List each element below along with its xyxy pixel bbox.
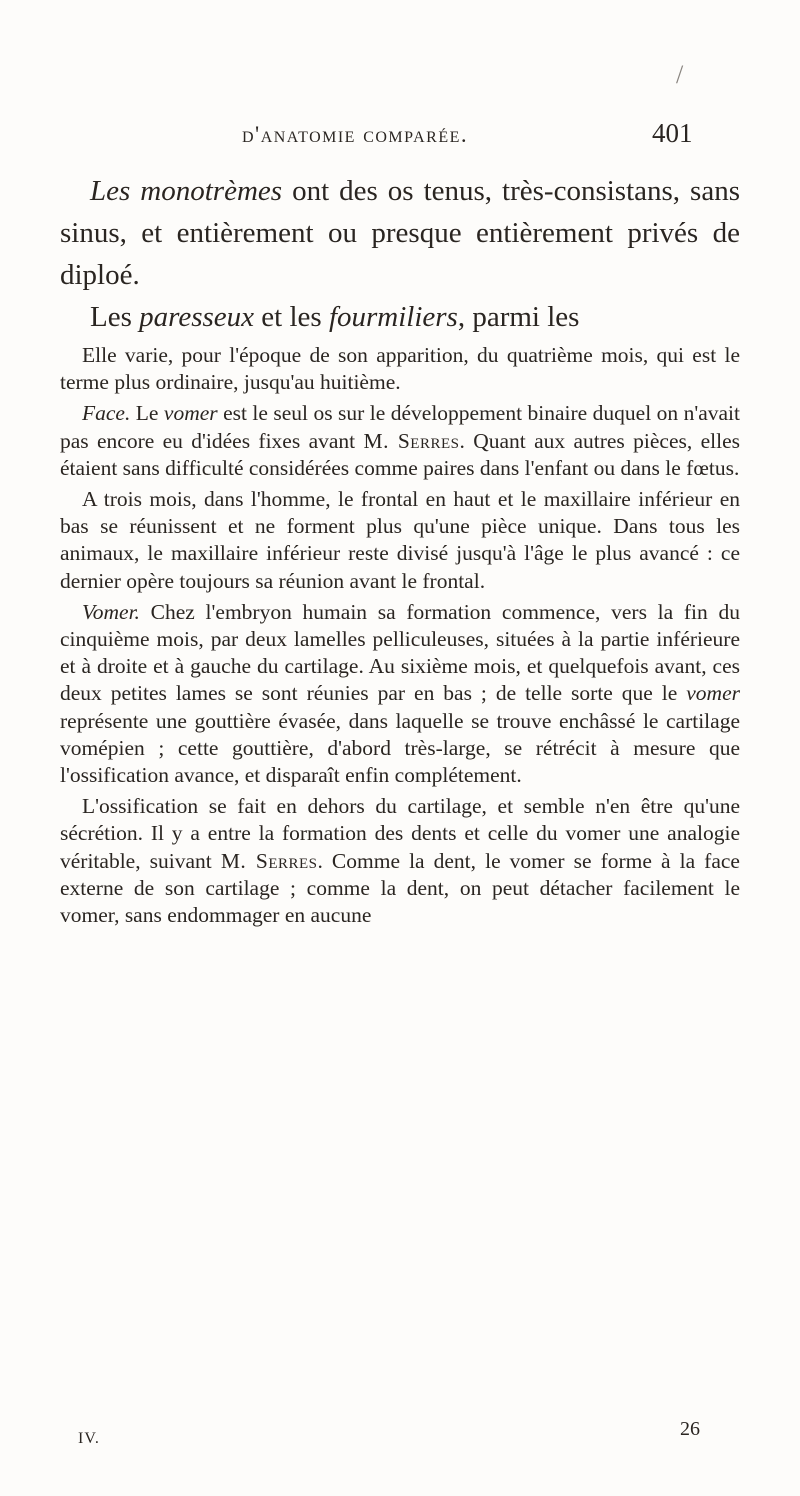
note-paragraph	[60, 486, 740, 595]
note-paragraph	[60, 793, 740, 929]
main-paragraph-lead: Les	[90, 301, 140, 333]
footnotes	[60, 342, 740, 929]
term-vomer: vomer	[686, 681, 740, 706]
signature-mark: IV.	[78, 1430, 100, 1447]
note-text: A trois mois, dans l'homme, le frontal en haut et le maxillaire inférieur en bas se réunissent et ne forment plus qu'une pièce unique. Dans tous les animaux, le maxillaire inférieur reste divisé jusqu'à l'âge le plus avancé : ce dernier opère toujours sa réunion avant le frontal.	[60, 487, 740, 593]
note-text: représente une gouttière évasée, dans laquelle se trouve enchâssé le cartilage voméрien ; cette gouttière, d'abord très-large, se rétrécit à mesure que l'ossification avance, et disparaît enfin complétement.	[60, 708, 740, 788]
main-paragraph-mid: et les	[254, 301, 329, 333]
corner-pencil-mark: /	[676, 60, 684, 89]
main-text	[60, 170, 740, 338]
sheet-number: 26	[680, 1418, 700, 1440]
note-paragraph-vomer	[60, 599, 740, 789]
note-text: Elle varie, pour l'époque de son apparition, du quatrième mois, qui est le terme plus ordinaire, jusqu'au huitième.	[60, 343, 740, 395]
term-vomer: vomer	[163, 401, 218, 426]
note-paragraph	[60, 342, 740, 396]
running-head: d'anatomie comparée.	[242, 122, 469, 147]
term-fourmiliers: fourmiliers	[328, 301, 458, 333]
author-name: M. Serres	[363, 428, 460, 453]
main-paragraph-paresseux	[60, 296, 740, 338]
note-label-face: Face.	[82, 401, 131, 426]
note-text: Chez l'embryon humain sa formation commence, vers la fin du cinquième mois, par deux lamelles pelliculeuses, situées à la partie inférieure et à droite et à gauche du cartilage. Au sixième mois, et quelquefois avant, ces deux petites lames se sont réunies par en bas ; de telle sorte que le	[60, 599, 740, 706]
note-text: . Comme la dent, le vomer se forme à la face externe de son cartilage ; comme la dent, on peut détacher facilement le vomer, sans endommager en aucune	[60, 848, 740, 928]
page-header	[0, 116, 800, 156]
note-paragraph-face	[60, 400, 740, 482]
author-name: M. Serres	[220, 848, 318, 873]
note-text: . Quant aux autres pièces, elles étaient sans difficulté considérées comme paires dans l'enfant ou dans le fœtus.	[60, 428, 740, 480]
main-paragraph-monotremes	[60, 170, 740, 296]
page-number: 401	[652, 118, 693, 148]
term-monotremes: Les monotrèmes	[90, 175, 283, 207]
note-text: est le seul os sur le développement binaire duquel on n'avait pas encore eu d'idées fixes avant	[60, 401, 740, 453]
term-paresseux: paresseux	[139, 301, 255, 333]
note-label-vomer: Vomer.	[82, 599, 140, 624]
note-text: L'ossification se fait en dehors du cartilage, et semble n'en être qu'une sécrétion. Il y a entre la formation des dents et celle du vomer une analogie véritable, suivant	[60, 794, 740, 873]
main-paragraph-text: , parmi les	[457, 301, 580, 333]
note-text: Le	[130, 401, 164, 426]
main-paragraph-text: ont des os tenus, très-consistans, sans sinus, et entièrement ou presque entièrement privés de diploé.	[60, 175, 741, 291]
